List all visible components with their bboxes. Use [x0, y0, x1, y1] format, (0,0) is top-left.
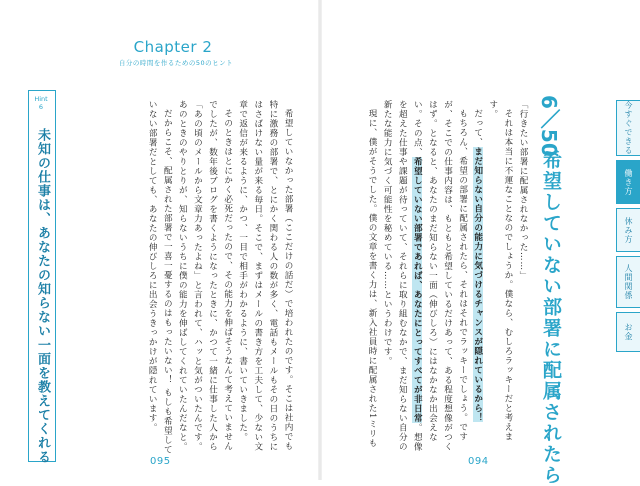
left-paragraph-3: だからこそ、配属された部署で一喜一憂するのはもったいない！ もしも希望していない部署だとしても、あなたの伸びしろに出会うきっかけが隠れています。 — [147, 100, 173, 455]
chapter-title: Chapter 2 — [133, 38, 213, 56]
tab-label: お金 — [624, 323, 633, 341]
right-paragraph-2-lead: だって、 — [472, 108, 483, 147]
tab-rest-style[interactable] — [616, 208, 640, 252]
left-page-body — [144, 100, 295, 460]
tab-label: 休み方 — [624, 216, 633, 244]
hint-label-word: Hint — [34, 95, 48, 103]
right-paragraph-4: 現に、僕がそうでした。僕の文章を書く力は、新入社員時に配属された1ミリも — [367, 108, 378, 448]
tab-relationships[interactable] — [616, 256, 640, 308]
left-paragraph-2: そのときはとにかく必死だったので、その能力を伸ばそうなんて考えていませんでしたが、数年後ブログを書くようになったときに、かつて一緒に仕事した人から「あの頃のメールから文章力あったよね」と言われて、ハッと気がついたんです。あのときのやりとりが、知らないうちに僕の能力を伸ばしてくれていたんだなと。 — [177, 100, 233, 452]
right-paragraph-2 — [470, 100, 485, 460]
right-quote: 「行きたい部署に配属されなかった……」 — [518, 100, 528, 281]
tab-immediate[interactable] — [616, 100, 640, 156]
page-number-left: 095 — [150, 456, 171, 467]
tab-label: 働き方 — [624, 168, 633, 196]
book-gutter — [318, 0, 322, 480]
left-paragraph-1: 希望していなかった部署（ここだけの話だ）で培われたのです。そこは社内でも特に激務の部署で、とにかく関わる人の数が多く、電話もメールもその日のうちにはさばけない量が来る毎日。そこで、まずはメールの書き方を工夫して、少ない文章で返信が来るように、かつ、一目で相手がわかるように、書いていきました。 — [237, 100, 293, 452]
tab-label: 今すぐできる — [624, 101, 633, 155]
page-number-right: 094 — [468, 456, 489, 467]
right-paragraph-3 — [379, 100, 470, 460]
tab-label: 人間関係 — [624, 264, 633, 300]
hint-label — [30, 95, 52, 111]
hint-text: 未知の仕事は、あなたの知らない一面を教えてくれる — [35, 128, 50, 464]
highlight-nonroutine: 希望していない部署であれば、あなたにとってすべてが非日常 — [412, 157, 423, 423]
section-heading: 希望していない部署に配属されたら — [540, 150, 562, 486]
right-paragraph-3-lead: もちろん、希望の部署に配属されたら、それはそれでラッキーでしょう。ですが、そこでの仕事内容は、もともと希望しているだけあって、ある程度想像がつくはず。となると、あなたのまだ知らない一面（伸びしろ）にはなかなか出会えない。その点、 — [412, 100, 468, 452]
highlight-chance: まだ知らない自分の能力に気づけるチャンスが隠れているから！ — [472, 146, 483, 423]
tab-money[interactable] — [616, 312, 640, 352]
chapter-subtitle: 自分の時間を作るための50のヒント — [118, 59, 234, 67]
section-number: 6／50 — [537, 95, 561, 157]
tab-work-style[interactable] — [616, 160, 640, 204]
right-paragraph-1: それは本当に不運なことなのでしょうか。僕なら、むしろラッキーだと考えます。 — [487, 100, 513, 442]
right-page-body — [364, 100, 530, 460]
hint-label-number: 6 — [38, 103, 44, 111]
right-paragraph-3-tail: 。想像を超えた仕事や課題が待っていて、それらに取り組むなかで、まだ知らない自分の新たな能力に気づく可能性を秘めている……というわけです。 — [382, 100, 423, 452]
